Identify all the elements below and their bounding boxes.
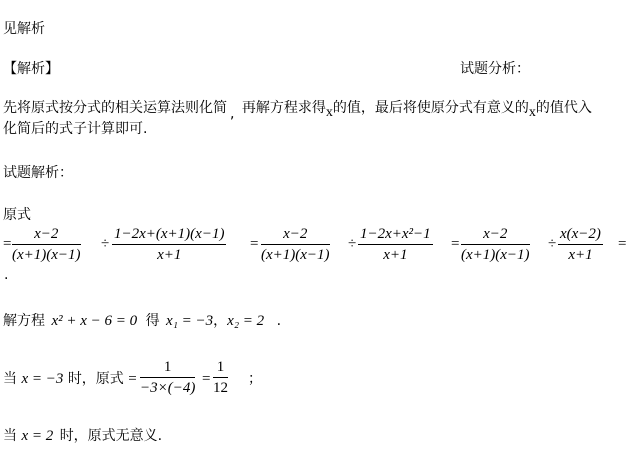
equals-sign: = — [3, 236, 12, 252]
fraction-1 — [12, 225, 81, 264]
fraction-3-denominator: (x+1)(x−1) — [261, 247, 330, 263]
equation-de: 得 — [145, 313, 160, 329]
variable-x: x — [528, 105, 536, 120]
case-1-prefix — [3, 372, 137, 387]
case-2-line — [3, 429, 162, 444]
fraction-5 — [461, 225, 530, 264]
case-1-fraction-numerator: 1 — [140, 358, 195, 378]
case-1-fraction-denominator: −3×(−4) — [140, 380, 196, 396]
analysis-comma: , — [230, 106, 235, 122]
analysis-section-title: 试题分析： — [460, 61, 530, 77]
analysis-text-line-2: 化简后的式子计算即可. — [3, 121, 148, 137]
variable-x: x — [325, 105, 333, 120]
fraction-2-numerator: 1−2x+(x+1)(x−1) — [112, 225, 226, 245]
fraction-2-denominator: x+1 — [157, 247, 182, 263]
case-1-result-denominator: 12 — [213, 380, 228, 396]
fraction-5-numerator: x−2 — [461, 225, 530, 245]
case-1-result-numerator: 1 — [213, 358, 228, 378]
case-1-value: x = −3 — [21, 371, 64, 387]
fraction-6-numerator: x(x−2) — [558, 225, 603, 245]
division-sign: ÷ — [548, 236, 557, 252]
analysis-text-part-1: 先将原式按分式的相关运算法则化简 — [3, 100, 227, 116]
case-1-fraction — [140, 358, 195, 397]
fraction-4 — [358, 225, 433, 264]
fraction-3-numerator: x−2 — [261, 225, 330, 245]
case-2-rest: 时，原式无意义. — [59, 428, 163, 444]
fraction-4-numerator: 1−2x+x²−1 — [358, 225, 433, 245]
equation-line — [3, 314, 281, 329]
division-sign: ÷ — [348, 236, 357, 252]
case-1-shi: 时，原式 — [67, 371, 124, 387]
equals-sign: = — [451, 236, 460, 252]
fraction-2 — [112, 225, 226, 264]
trailing-period: . — [4, 267, 9, 283]
equals-sign: = — [618, 236, 627, 252]
division-sign: ÷ — [101, 236, 110, 252]
fraction-3 — [261, 225, 330, 264]
fraction-1-denominator: (x+1)(x−1) — [12, 247, 81, 263]
analysis-text-part-4: 的值代入 — [535, 100, 592, 116]
equals-sign: = — [202, 371, 211, 387]
fraction-1-numerator: x−2 — [12, 225, 81, 245]
case-1-end: ； — [248, 371, 262, 387]
solution-heading: 试题解析： — [3, 165, 73, 181]
original-expression-label: 原式 — [3, 207, 31, 223]
fraction-4-denominator: x+1 — [383, 247, 408, 263]
fraction-6 — [558, 225, 603, 264]
answer-reference: 见解析 — [3, 21, 45, 37]
quadratic-equation: x² + x − 6 = 0 — [51, 313, 138, 329]
analysis-text-part-2: 再解方程求得 — [237, 100, 326, 116]
case-1-result-fraction — [213, 358, 228, 397]
analysis-text-line-1 — [3, 100, 592, 122]
root-x1: x₁ = −3 — [166, 313, 214, 329]
fraction-6-denominator: x+1 — [568, 247, 593, 263]
equals-sign: = — [250, 236, 259, 252]
analysis-heading: 【解析】 — [3, 61, 59, 77]
case-2-dang: 当 — [3, 428, 17, 444]
case-2-value: x = 2 — [21, 428, 54, 444]
case-1-dang: 当 — [3, 371, 17, 387]
root-x2: x₂ = 2 — [227, 313, 265, 329]
equation-label: 解方程 — [3, 313, 45, 329]
equals-sign: = — [128, 371, 137, 387]
equation-end: . — [276, 313, 282, 329]
root-separator: ， — [213, 313, 228, 329]
fraction-5-denominator: (x+1)(x−1) — [461, 247, 530, 263]
analysis-text-part-3: 的值，最后将使原分式有意义的 — [332, 100, 529, 116]
